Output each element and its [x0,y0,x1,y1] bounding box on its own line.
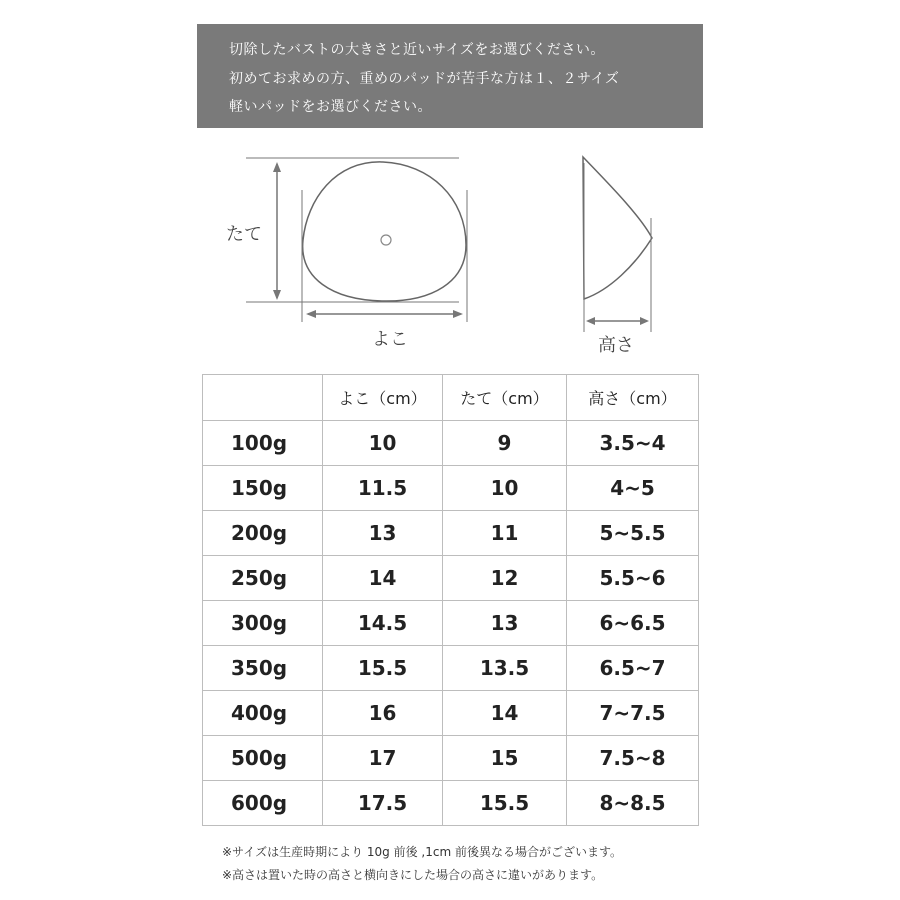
table-row [203,736,699,781]
cell-yoko: 14.5 [323,601,443,646]
size-table [202,374,699,826]
cell-takasa: 3.5~4 [567,421,699,466]
cell-takasa: 7.5~8 [567,736,699,781]
cell-takasa: 4~5 [567,466,699,511]
cell-takasa: 5~5.5 [567,511,699,556]
size-table-header-row [203,375,699,421]
cell-yoko: 13 [323,511,443,556]
cell-takasa: 6.5~7 [567,646,699,691]
header-weight [203,375,323,421]
pad-center-dot [381,235,391,245]
cell-tate: 15 [443,736,567,781]
cell-yoko: 17 [323,736,443,781]
cell-yoko: 15.5 [323,646,443,691]
cell-weight: 600g [203,781,323,826]
table-row [203,646,699,691]
cell-tate: 15.5 [443,781,567,826]
header-yoko: よこ（cm） [323,375,443,421]
label-takasa: 高さ [598,335,634,356]
pad-shape-diagram [0,0,900,370]
cell-takasa: 8~8.5 [567,781,699,826]
cell-yoko: 10 [323,421,443,466]
cell-yoko: 16 [323,691,443,736]
cell-weight: 350g [203,646,323,691]
header-tate: たて（cm） [443,375,567,421]
cell-tate: 12 [443,556,567,601]
label-tate: たて [226,224,262,245]
cell-tate: 13 [443,601,567,646]
pad-side-outline [583,157,652,299]
cell-yoko: 17.5 [323,781,443,826]
label-yoko: よこ [372,329,408,350]
cell-weight: 100g [203,421,323,466]
cell-tate: 13.5 [443,646,567,691]
footnote-height-difference: ※高さは置いた時の高さと横向きにした場合の高さに違いがあります。 [222,868,604,882]
cell-weight: 500g [203,736,323,781]
cell-tate: 11 [443,511,567,556]
table-row [203,466,699,511]
cell-tate: 10 [443,466,567,511]
footnotes [222,841,622,887]
table-row [203,421,699,466]
table-row [203,691,699,736]
cell-yoko: 14 [323,556,443,601]
table-row [203,556,699,601]
cell-tate: 9 [443,421,567,466]
cell-takasa: 6~6.5 [567,601,699,646]
cell-tate: 14 [443,691,567,736]
cell-weight: 400g [203,691,323,736]
cell-yoko: 11.5 [323,466,443,511]
cell-weight: 200g [203,511,323,556]
cell-takasa: 7~7.5 [567,691,699,736]
footnote-size-variation: ※サイズは生産時期により 10g 前後 ,1cm 前後異なる場合がございます。 [222,845,623,859]
banner-line-3: 軽いパッドをお選びください。 [229,99,432,115]
pad-front-outline [303,162,466,301]
banner-line-1: 切除したバストの大きさと近いサイズをお選びください。 [229,42,605,58]
header-takasa: 高さ（cm） [567,375,699,421]
table-row [203,511,699,556]
cell-weight: 250g [203,556,323,601]
cell-weight: 300g [203,601,323,646]
table-row [203,601,699,646]
cell-weight: 150g [203,466,323,511]
table-row [203,781,699,826]
cell-takasa: 5.5~6 [567,556,699,601]
banner-line-2: 初めてお求めの方、重めのパッドが苦手な方は１、２サイズ [229,70,620,87]
